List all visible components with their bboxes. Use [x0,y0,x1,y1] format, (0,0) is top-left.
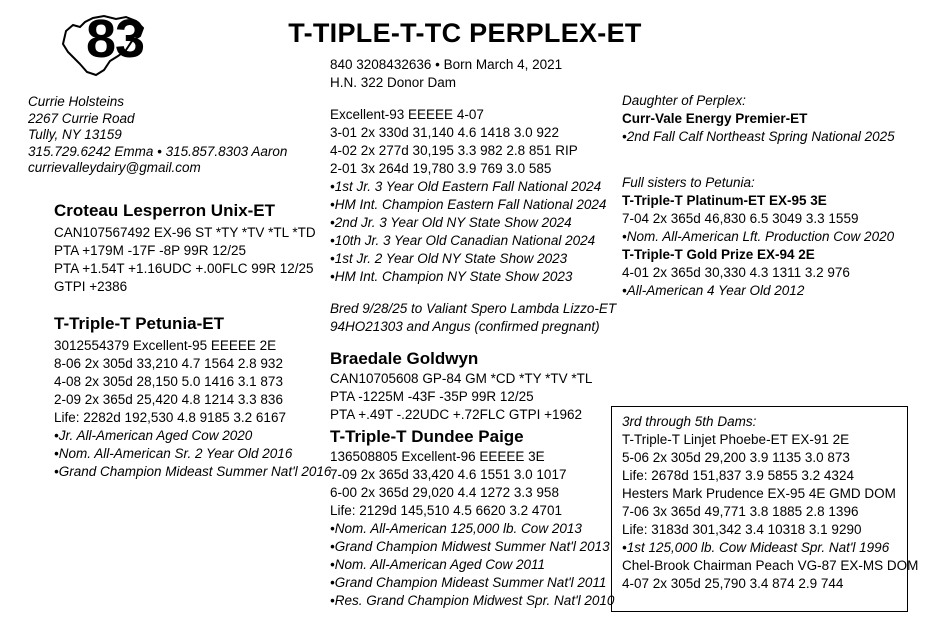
maternal-sire-line: PTA +.49T -.22UDC +.72FLC GTPI +1962 [330,407,582,422]
second-dam-lactation-row: 7-09 2x 365d 33,420 4.6 1551 3.0 1017 [330,467,567,482]
dam-block [28,313,332,481]
breeding-note: 94HO21303 and Angus (confirmed pregnant) [330,319,600,334]
lactation-row: 3-01 2x 330d 31,140 4.6 1418 3.0 922 [330,125,559,140]
sister-lactation-row: 4-01 2x 365d 30,330 4.3 1311 3.2 976 [622,265,850,280]
dam-entry-line: Life: 2678d 151,837 3.9 5855 3.2 4324 [622,468,854,483]
dam-entry-line: 4-07 2x 305d 25,790 3.4 874 2.9 744 [622,576,844,591]
second-dam-name: T-Triple-T Dundee Paige [330,427,524,446]
daughter-heading: Daughter of Perplex: [622,93,746,108]
second-dam-life-total: Life: 2129d 145,510 4.5 6620 3.2 4701 [330,503,562,518]
maternal-sire-line: PTA -1225M -43F -35P 99R 12/25 [330,389,534,404]
dam-name: T-Triple-T Petunia-ET [54,313,225,333]
award-line: •1st Jr. 2 Year Old NY State Show 2023 [330,251,568,266]
lactation-row: 4-02 2x 277d 30,195 3.3 982 2.8 851 RIP [330,143,578,158]
sire-line: PTA +179M -17F -8P 99R 12/25 [54,242,246,258]
lot-number: 83 [86,9,145,69]
dam-entry-name: Chel-Brook Chairman Peach VG-87 EX-MS DOM [622,558,919,573]
sire-name: Croteau Lesperron Unix-ET [54,200,276,220]
sister-award: •Nom. All-American Lft. Production Cow 2020 [622,229,895,244]
maternal-sire-line: CAN10705608 GP-84 GM *CD *TY *TV *TL [330,371,593,386]
dam-entry-line: 5-06 2x 305d 29,200 3.9 1135 3.0 873 [622,450,850,465]
dam-award: •Grand Champion Mideast Summer Nat'l 2016 [54,463,332,479]
award-line: •HM Int. Champion NY State Show 2023 [330,269,573,284]
dam-id-line: 3012554379 Excellent-95 EEEEE 2E [54,337,277,353]
sire-line: GTPI +2386 [54,278,128,294]
consignor-email: currievalleydairy@gmail.com [28,160,201,175]
consignor-city: Tully, NY 13159 [28,127,122,142]
lactation-row: 2-01 3x 264d 19,780 3.9 769 3.0 585 [330,161,552,176]
dam-lines [54,337,332,481]
daughter-name: Curr-Vale Energy Premier-ET [622,111,808,126]
dam-entry-name: T-Triple-T Linjet Phoebe-ET EX-91 2E [622,432,850,447]
dam-entry-award: •1st 125,000 lb. Cow Mideast Spr. Nat'l 1996 [622,540,890,555]
sire-block [28,201,324,296]
sister-name: T-Triple-T Platinum-ET EX-95 3E [622,193,827,208]
registration-line: 840 3208432636 • Born March 4, 2021 [330,57,563,72]
dam-lactation-row: 4-08 2x 305d 28,150 5.0 1416 3.1 873 [54,373,283,389]
dam-award: •Nom. All-American Sr. 2 Year Old 2016 [54,445,293,461]
right-column [622,92,918,300]
dam-entry-name: Hesters Mark Prudence EX-95 4E GMD DOM [622,486,896,501]
award-line: •2nd Jr. 3 Year Old NY State Show 2024 [330,215,572,230]
maternal-sire-name: Braedale Goldwyn [330,349,479,368]
middle-column [330,56,616,610]
dam-lactation-row: 8-06 2x 305d 33,210 4.7 1564 2.8 932 [54,355,283,371]
award-line: •HM Int. Champion Eastern Fall National 2024 [330,197,607,212]
third-fifth-dams-box [611,406,919,612]
second-dam-lactation-row: 6-00 2x 365d 29,020 4.4 1272 3.3 958 [330,485,559,500]
second-dam-award: •Nom. All-American 125,000 lb. Cow 2013 [330,521,582,536]
dam-life-total: Life: 2282d 192,530 4.8 9185 3.2 6167 [54,409,286,425]
consignor-phone: 315.729.6242 Emma • 315.857.8303 Aaron [28,143,288,159]
breeding-note: Bred 9/28/25 to Valiant Spero Lambda Lizzo-ET [330,301,617,316]
second-dam-award: •Grand Champion Mideast Summer Nat'l 2011 [330,575,607,590]
consignor-name: Currie Holsteins [28,94,125,109]
award-line: •10th Jr. 3 Year Old Canadian National 2024 [330,233,596,248]
consignor-address: 2267 Currie Road [28,110,135,126]
second-dam-award: •Nom. All-American Aged Cow 2011 [330,557,546,572]
award-line: •1st Jr. 3 Year Old Eastern Fall National 2024 [330,179,602,194]
dam-entry-line: Life: 3183d 301,342 3.4 10318 3.1 9290 [622,522,862,537]
daughter-award: •2nd Fall Calf Northeast Spring National 2025 [622,129,895,144]
sire-lines [54,224,324,296]
second-dam-id-line: 136508805 Excellent-96 EEEEE 3E [330,449,545,464]
dam-award: •Jr. All-American Aged Cow 2020 [54,427,253,443]
sister-award: •All-American 4 Year Old 2012 [622,283,805,298]
classification-line: Excellent-93 EEEEE 4-07 [330,107,484,122]
page-title: T-TIPLE-T-TC PERPLEX-ET [288,18,642,48]
left-column [28,9,332,481]
hn-line: H.N. 322 Donor Dam [330,75,457,90]
second-dam-award: •Res. Grand Champion Midwest Spr. Nat'l 2010 [330,593,615,608]
dams-box-heading: 3rd through 5th Dams: [622,414,757,429]
sisters-heading: Full sisters to Petunia: [622,175,755,190]
lot-badge [28,9,324,88]
dam-lactation-row: 2-09 2x 365d 25,420 4.8 1214 3.3 836 [54,391,283,407]
sire-line: PTA +1.54T +1.16UDC +.00FLC 99R 12/25 [54,260,314,276]
sister-name: T-Triple-T Gold Prize EX-94 2E [622,247,815,262]
second-dam-award: •Grand Champion Midwest Summer Nat'l 2013 [330,539,610,554]
consignor-block [28,94,324,177]
sire-line: CAN107567492 EX-96 ST *TY *TV *TL *TD [54,224,316,240]
dam-entry-line: 7-06 3x 365d 49,771 3.8 1885 2.8 1396 [622,504,859,519]
sister-lactation-row: 7-04 2x 365d 46,830 6.5 3049 3.3 1559 [622,211,859,226]
